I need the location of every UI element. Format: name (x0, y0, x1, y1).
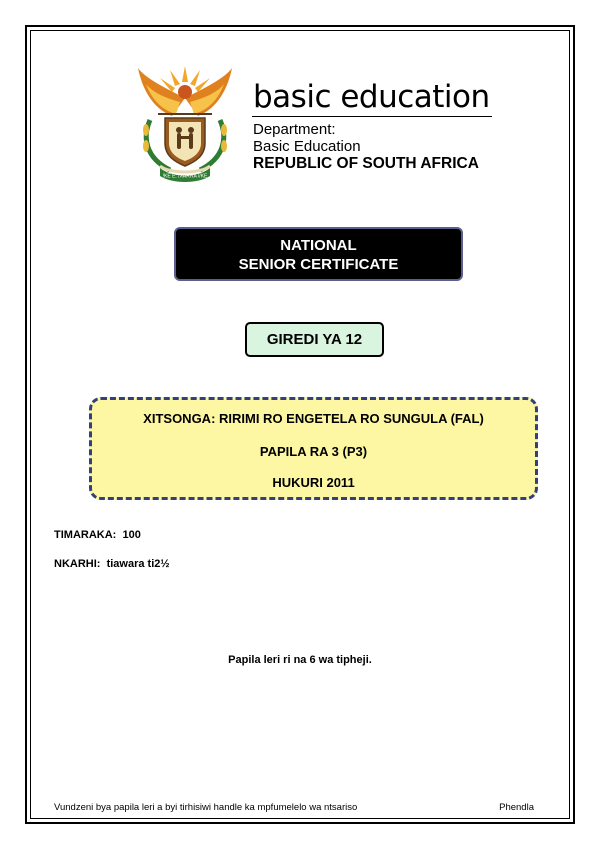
brand-title: basic education (253, 79, 490, 115)
pages-note: Papila leri ri na 6 wa tipheji. (228, 654, 372, 666)
exam-session: HUKURI 2011 (272, 475, 355, 490)
department-label: Department: (253, 121, 336, 138)
time-label: NKARHI: (54, 558, 101, 570)
crest-motto: !KE E: /XARRA //KE (162, 173, 208, 180)
marks-label: TIMARAKA: (54, 529, 117, 541)
paper-number: PAPILA RA 3 (P3) (259, 444, 368, 459)
certificate-line-2: SENIOR CERTIFICATE (238, 256, 399, 273)
time-line (54, 558, 170, 570)
brand-underline (252, 116, 492, 117)
grade-badge: GIREDI YA 12 (245, 322, 384, 357)
turn-over-label: Phendla (499, 802, 534, 813)
marks-value: 100 (122, 529, 141, 541)
certificate-banner (174, 227, 463, 281)
republic-label: REPUBLIC OF SOUTH AFRICA (253, 155, 479, 172)
basic-education-label: Basic Education (253, 138, 361, 155)
copyright-notice: Vundzeni bya papila leri a byi tirhisiwi handle ka mpfumelelo wa ntsariso (54, 802, 358, 813)
time-value: tiawara ti2½ (106, 558, 170, 570)
subject-title: XITSONGA: RIRIMI RO ENGETELA RO SUNGULA (FAL) (143, 411, 484, 426)
certificate-line-1: NATIONAL (280, 237, 357, 254)
subject-panel (89, 397, 538, 500)
marks-line (54, 529, 141, 541)
coat-of-arms-icon (130, 58, 240, 183)
